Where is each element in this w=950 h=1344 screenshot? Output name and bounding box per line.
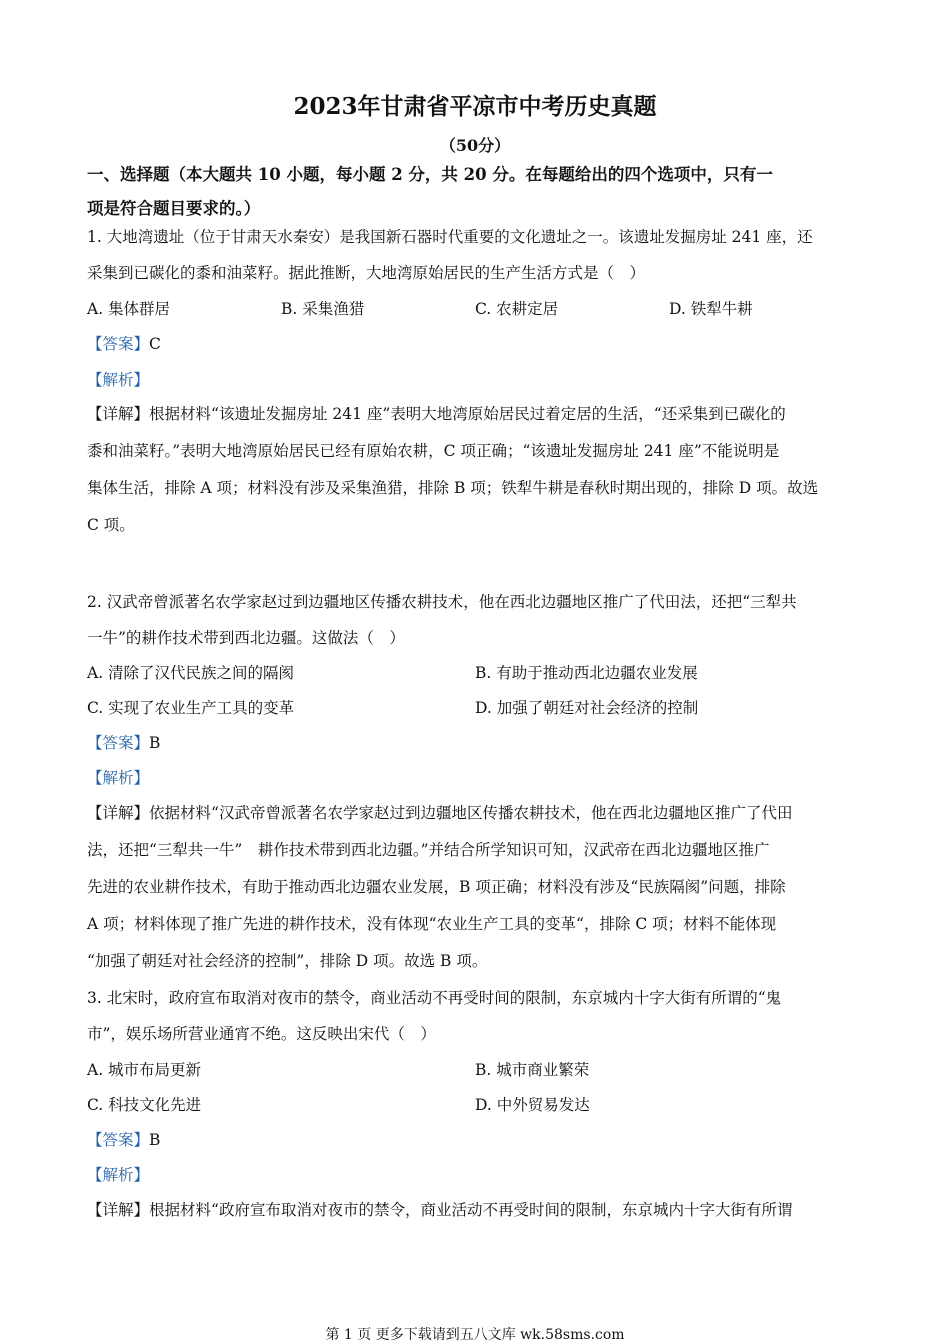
section-heading-line-2: 项是符合题目要求的。） bbox=[87, 199, 261, 218]
q1-detail-line-3: 集体生活，排除 A 项；材料没有涉及采集渔猎，排除 B 项；铁犁牛耕是春秋时期出现的，排除 D 项。故选 bbox=[87, 479, 819, 497]
detail-text: 根据材料“该遗址发掘房址 241 座”表明大地湾原始居民过着定居的生活，“还采集到已碳化的 bbox=[149, 405, 786, 423]
q1-option-d: D. 铁犁牛耕 bbox=[669, 300, 753, 318]
q2-analysis bbox=[87, 766, 149, 788]
q1-stem-line-2: 采集到已碳化的黍和油菜籽。据此推断，大地湾原始居民的生产生活方式是（ ） bbox=[87, 264, 646, 282]
section-heading bbox=[87, 158, 867, 226]
q2-detail-line-3: 先进的农业耕作技术，有助于推动西北边疆农业发展，B 项正确；材料没有涉及“民族隔阂”问题，排除 bbox=[87, 878, 786, 896]
q3-analysis bbox=[87, 1163, 149, 1185]
q1-detail-line-2: 黍和油菜籽。”表明大地湾原始居民已经有原始农耕，C 项正确；“该遗址发掘房址 241 座”不能说明是 bbox=[87, 442, 780, 460]
detail-text: 根据材料“政府宣布取消对夜市的禁令，商业活动不再受时间的限制，东京城内十字大街有所谓 bbox=[149, 1201, 793, 1219]
q3-detail-line-1 bbox=[87, 1198, 792, 1220]
q2-stem-line-2: 一牛”的耕作技术带到西北边疆。这做法（ ） bbox=[87, 629, 405, 647]
q3-option-c: C. 科技文化先进 bbox=[87, 1096, 202, 1114]
answer-value: B bbox=[149, 734, 161, 752]
q3-option-a: A. 城市布局更新 bbox=[87, 1061, 202, 1079]
detail-tag: 【详解】 bbox=[87, 1201, 150, 1219]
detail-tag: 【详解】 bbox=[87, 405, 150, 423]
q3-stem-line-2: 市”，娱乐场所营业通宵不绝。这反映出宋代（ ） bbox=[87, 1025, 436, 1043]
q2-detail-line-4: A 项；材料体现了推广先进的耕作技术，没有体现“农业生产工具的变革“，排除 C 项；材料不能体现 bbox=[87, 915, 777, 933]
q2-option-b: B. 有助于推动西北边疆农业发展 bbox=[475, 664, 698, 682]
answer-value: B bbox=[149, 1131, 161, 1149]
page-footer: 第 1 页 更多下载请到五八文库 wk.58sms.com bbox=[325, 1327, 625, 1343]
q3-option-d: D. 中外贸易发达 bbox=[475, 1096, 590, 1114]
q1-option-c: C. 农耕定居 bbox=[475, 300, 559, 318]
answer-tag: 【答案】 bbox=[87, 734, 150, 752]
q1-detail-line-4: C 项。 bbox=[87, 516, 135, 534]
q1-stem-line-1: 1. 大地湾遗址（位于甘肃天水秦安）是我国新石器时代重要的文化遗址之一。该遗址发掘房址 241 座，还 bbox=[87, 228, 813, 246]
q3-option-b: B. 城市商业繁荣 bbox=[475, 1061, 590, 1079]
analysis-tag: 【解析】 bbox=[87, 371, 150, 389]
q1-detail-line-1 bbox=[87, 402, 786, 424]
q2-option-a: A. 清除了汉代民族之间的隔阂 bbox=[87, 664, 295, 682]
analysis-tag: 【解析】 bbox=[87, 769, 150, 787]
page-title: 2023年甘肃省平凉市中考历史真题 bbox=[293, 93, 657, 120]
q2-detail-line-5: “加强了朝廷对社会经济的控制”，排除 D 项。故选 B 项。 bbox=[87, 952, 488, 970]
analysis-tag: 【解析】 bbox=[87, 1166, 150, 1184]
q1-analysis bbox=[87, 368, 149, 390]
q1-option-b: B. 采集渔猎 bbox=[281, 300, 365, 318]
q1-answer bbox=[87, 332, 161, 354]
q1-option-a: A. 集体群居 bbox=[87, 300, 171, 318]
page-subtitle: （50分） bbox=[439, 136, 511, 155]
answer-tag: 【答案】 bbox=[87, 1131, 150, 1149]
detail-text: 依据材料“汉武帝曾派著名农学家赵过到边疆地区传播农耕技术，他在西北边疆地区推广了代田 bbox=[149, 804, 793, 822]
detail-tag: 【详解】 bbox=[87, 804, 150, 822]
q2-detail-line-1 bbox=[87, 801, 792, 823]
q2-option-d: D. 加强了朝廷对社会经济的控制 bbox=[475, 699, 699, 717]
q3-stem-line-1: 3. 北宋时，政府宣布取消对夜市的禁令，商业活动不再受时间的限制，东京城内十字大街有所谓的“鬼 bbox=[87, 989, 782, 1007]
q2-option-c: C. 实现了农业生产工具的变革 bbox=[87, 699, 295, 717]
q2-stem-line-1: 2. 汉武帝曾派著名农学家赵过到边疆地区传播农耕技术，他在西北边疆地区推广了代田法，还把“三犁共 bbox=[87, 593, 797, 611]
q2-answer bbox=[87, 731, 160, 753]
section-heading-line-1: 一、选择题（本大题共 10 小题，每小题 2 分，共 20 分。在每题给出的四个选项中，只有一 bbox=[87, 165, 773, 184]
answer-tag: 【答案】 bbox=[87, 335, 150, 353]
answer-value: C bbox=[149, 335, 161, 353]
q2-detail-line-2: 法，还把“三犁共一牛” 耕作技术带到西北边疆。”并结合所学知识可知，汉武帝在西北边疆地区推广 bbox=[87, 841, 770, 859]
q3-answer bbox=[87, 1128, 160, 1150]
